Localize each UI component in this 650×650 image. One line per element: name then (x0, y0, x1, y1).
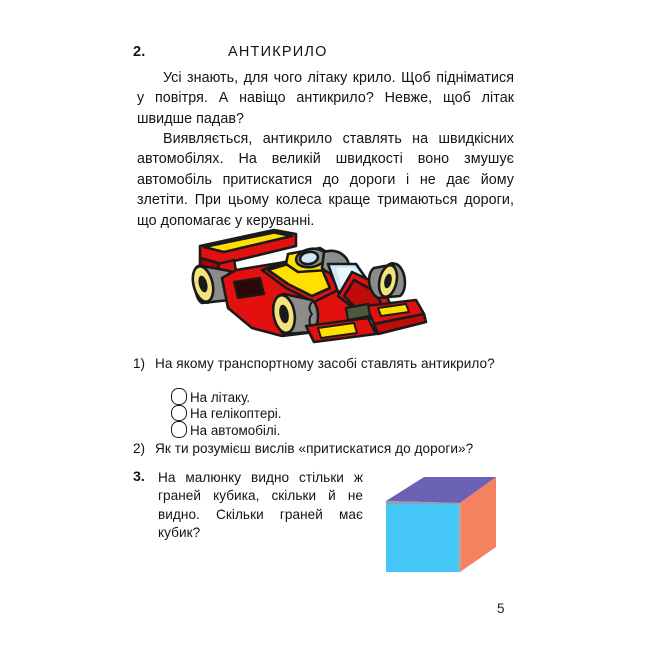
question-1 (133, 355, 518, 374)
exercise-3 (133, 469, 363, 543)
checkbox-icon[interactable] (171, 405, 187, 422)
checkbox-icon[interactable] (171, 388, 187, 405)
question-1-text: На якому транспортному засобі ставлять антикрило? (155, 356, 495, 371)
answer-option-2[interactable] (171, 405, 282, 422)
exercise-2-title: АНТИКРИЛО (228, 44, 328, 60)
answer-options-list (171, 388, 282, 438)
answer-option-3[interactable] (171, 421, 282, 438)
paragraph-2: Виявляється, антикрило ставлять на швидкісних автомобілях. На великій швидкості воно змушує автомобіль притискатися до дороги і не дає йому злетіти. При цьому колеса краще тримаються дороги, що допомагає у керуванні. (137, 131, 514, 229)
answer-option-1-label: На літаку. (190, 389, 251, 405)
exercise-3-text: На малюнку видно стільки ж граней кубика, скільки й не видно. Скільки граней має кубик? (158, 470, 363, 541)
checkbox-icon[interactable] (171, 421, 187, 438)
exercise-2-number: 2. (133, 44, 146, 60)
question-2-marker: 2) (133, 441, 146, 456)
exercise-3-number: 3. (133, 469, 145, 485)
exercise-2-header (133, 44, 513, 64)
question-2-text: Як ти розумієш вислів «притискатися до дороги»? (155, 441, 474, 456)
question-2 (133, 440, 518, 459)
cube-illustration (380, 473, 500, 578)
page-number: 5 (497, 601, 505, 616)
answer-option-3-label: На автомобілі. (190, 422, 281, 438)
racing-car-illustration (178, 224, 438, 344)
answer-option-1[interactable] (171, 388, 282, 405)
answer-option-2-label: На гелікоптері. (190, 406, 282, 421)
question-1-marker: 1) (133, 356, 146, 371)
paragraph-1: Усі знають, для чого літаку крило. Щоб підніматися у повітря. А навіщо антикрило? Невже, щоб літак швидше падав? (137, 70, 514, 127)
